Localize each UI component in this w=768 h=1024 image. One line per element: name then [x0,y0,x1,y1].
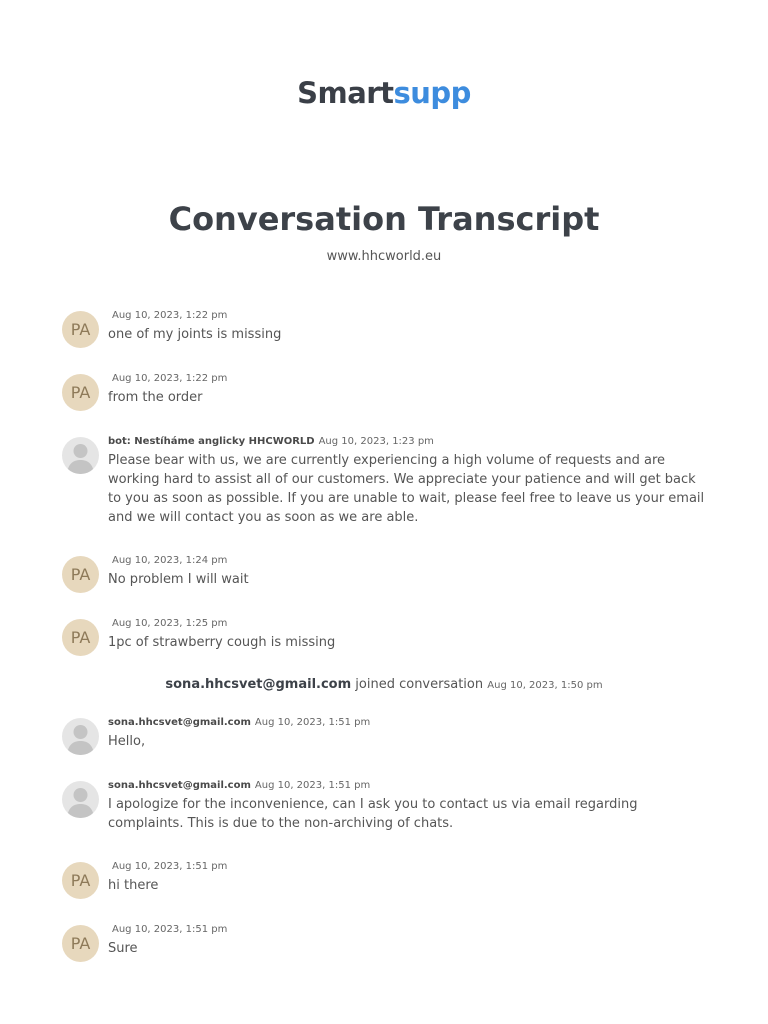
message-text: hi there [108,878,159,893]
site-url: www.hhcworld.eu [326,249,442,264]
message-time: Aug 10, 2023, 1:51 pm [254,717,371,728]
message-time: Aug 10, 2023, 1:51 pm [112,861,228,872]
avatar: PA [62,862,99,899]
message-meta [108,779,712,792]
avatar: PA [62,311,99,348]
message-sender: sona.hhcsvet@gmail.com [108,780,251,791]
message-text: Hello, [108,734,146,749]
avatar: PA [62,619,99,656]
joined-time: Aug 10, 2023, 1:50 pm [487,680,603,691]
message-meta [108,435,712,448]
smartsupp-logo [0,76,768,110]
message-text: Sure [108,941,138,956]
message-time: Aug 10, 2023, 1:23 pm [318,436,434,447]
avatar: PA [62,374,99,411]
message-meta [108,716,712,729]
message-time: Aug 10, 2023, 1:24 pm [112,555,228,566]
message-time: Aug 10, 2023, 1:22 pm [112,373,228,384]
message-time: Aug 10, 2023, 1:51 pm [112,924,228,935]
message-time: Aug 10, 2023, 1:51 pm [254,780,371,791]
message-sender: sona.hhcsvet@gmail.com [108,717,251,728]
joined-conversation-event [0,677,768,692]
message-time: Aug 10, 2023, 1:22 pm [112,310,228,321]
avatar: PA [62,925,99,962]
logo-text-supp: supp [393,76,471,110]
page-title: Conversation Transcript [168,200,600,238]
user-icon [62,781,99,818]
message-text: 1pc of strawberry cough is missing [108,635,336,650]
user-icon [62,718,99,755]
message-text: I apologize for the inconvenience, can I ask you to contact us via email regarding complaints. This is due to the non-archiving of chats. [108,797,638,831]
logo-text-smart: Smart [297,76,394,110]
message-meta [108,372,712,385]
joined-action: joined conversation [355,677,484,692]
message-text: No problem I will wait [108,572,249,587]
message-meta [108,923,712,936]
message-time: Aug 10, 2023, 1:25 pm [112,618,228,629]
message-text: one of my joints is missing [108,327,282,342]
message-meta [108,617,712,630]
joined-email: sona.hhcsvet@gmail.com [165,677,352,692]
avatar: PA [62,556,99,593]
user-icon [62,437,99,474]
message-text: from the order [108,390,203,405]
message-sender: bot: Nestíháme anglicky HHCWORLD [108,436,315,447]
message-meta [108,554,712,567]
message-meta [108,860,712,873]
message-meta [108,309,712,322]
message-text: Please bear with us, we are currently experiencing a high volume of requests and are working hard to assist all of our customers. We appreciate your patience and will get back to you as soon as possible. If you are unable to wait, please feel free to leave us your email and we will contact you as soon as we are able. [108,453,705,525]
